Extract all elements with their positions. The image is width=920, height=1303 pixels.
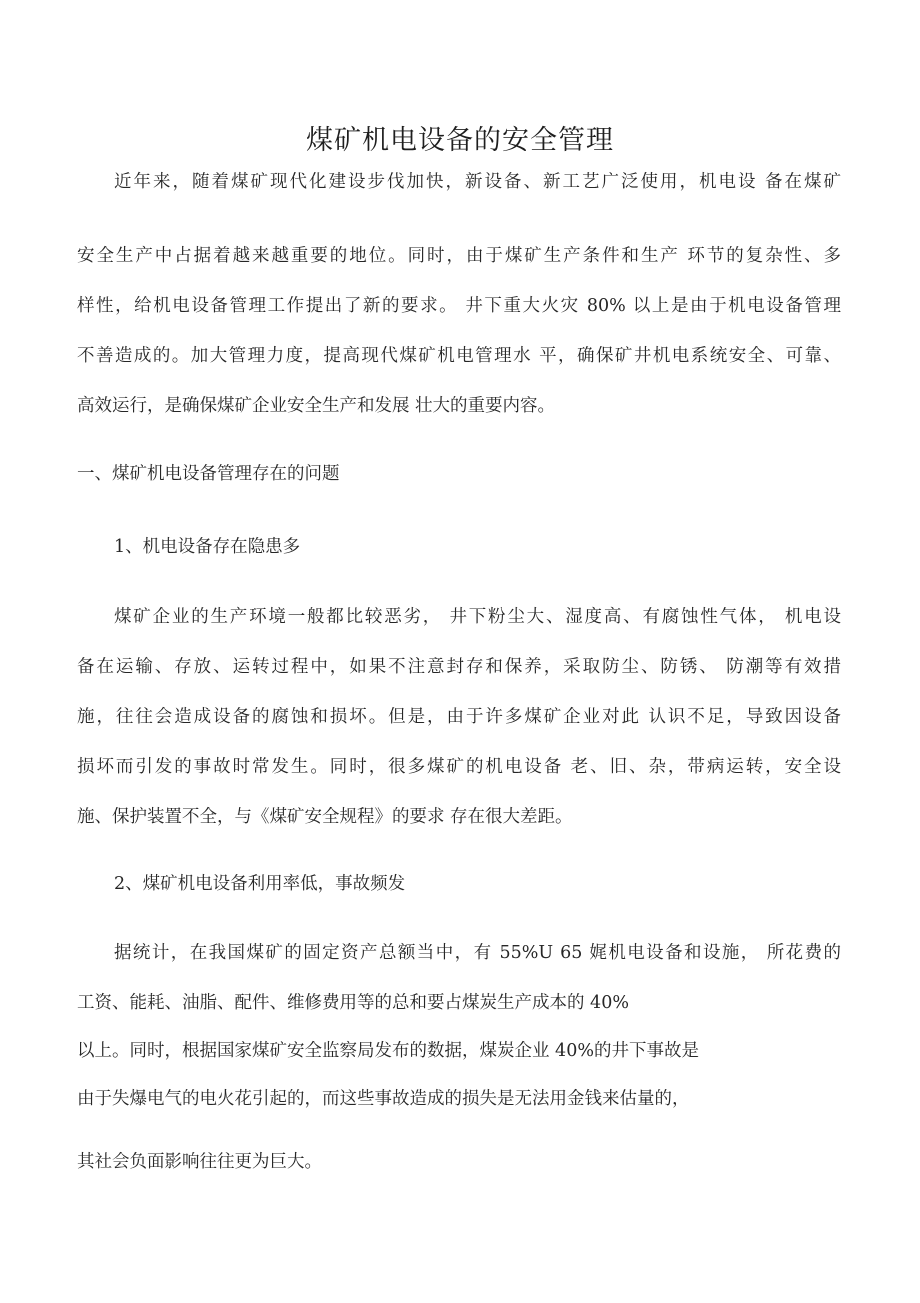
sub2-line-4: 由于失爆电气的电火花引起的，而这些事故造成的损失是无法用金钱来估量的， <box>77 1089 690 1109</box>
intro-line-5: 高效运行，是确保煤矿企业安全生产和发展 壮大的重要内容。 <box>77 396 556 416</box>
subsection-heading-1: 1、机电设备存在隐患多 <box>114 537 301 557</box>
intro-line-1: 近年来，随着煤矿现代化建设步伐加快，新设备、新工艺广泛使用，机电设 备在煤矿 <box>114 172 841 192</box>
sub2-line-2: 工资、能耗、油脂、配件、维修费用等的总和要占煤炭生产成本的 40% <box>77 993 629 1013</box>
sub2-line-3: 以上。同时，根据国家煤矿安全监察局发布的数据，煤炭企业 40%的井下事故是 <box>77 1041 699 1061</box>
sub2-line-1: 据统计，在我国煤矿的固定资产总额当中，有 55%U 65 娓机电设备和设施， 所花费的 <box>114 943 841 963</box>
sub1-line-2: 备在运输、存放、运转过程中，如果不注意封存和保养，采取防尘、防锈、 防潮等有效措 <box>77 657 841 677</box>
intro-line-4: 不善造成的。加大管理力度，提高现代煤矿机电管理水 平，确保矿井机电系统安全、可靠、 <box>77 346 841 366</box>
intro-line-2: 安全生产中占据着越来越重要的地位。同时，由于煤矿生产条件和生产 环节的复杂性、多 <box>77 246 841 266</box>
sub1-line-4: 损坏而引发的事故时常发生。同时，很多煤矿的机电设备 老、旧、杂，带病运转，安全设 <box>77 757 841 777</box>
section-heading-1: 一、煤矿机电设备管理存在的问题 <box>77 464 340 484</box>
document-title: 煤矿机电设备的安全管理 <box>306 125 614 156</box>
sub1-line-3: 施，往往会造成设备的腐蚀和损坏。但是，由于许多煤矿企业对此 认识不足，导致因设备 <box>77 707 841 727</box>
sub1-line-1: 煤矿企业的生产环境一般都比较恶劣， 井下粉尘大、湿度高、有腐蚀性气体， 机电设 <box>114 607 841 627</box>
subsection-heading-2: 2、煤矿机电设备利用率低，事故频发 <box>114 874 406 894</box>
intro-line-3: 样性，给机电设备管理工作提出了新的要求。 井下重大火灾 80% 以上是由于机电设备管理 <box>77 296 841 316</box>
sub2-line-5: 其社会负面影响往往更为巨大。 <box>77 1152 322 1172</box>
sub1-line-5: 施、保护装置不全，与《煤矿安全规程》的要求 存在很大差距。 <box>77 807 573 827</box>
